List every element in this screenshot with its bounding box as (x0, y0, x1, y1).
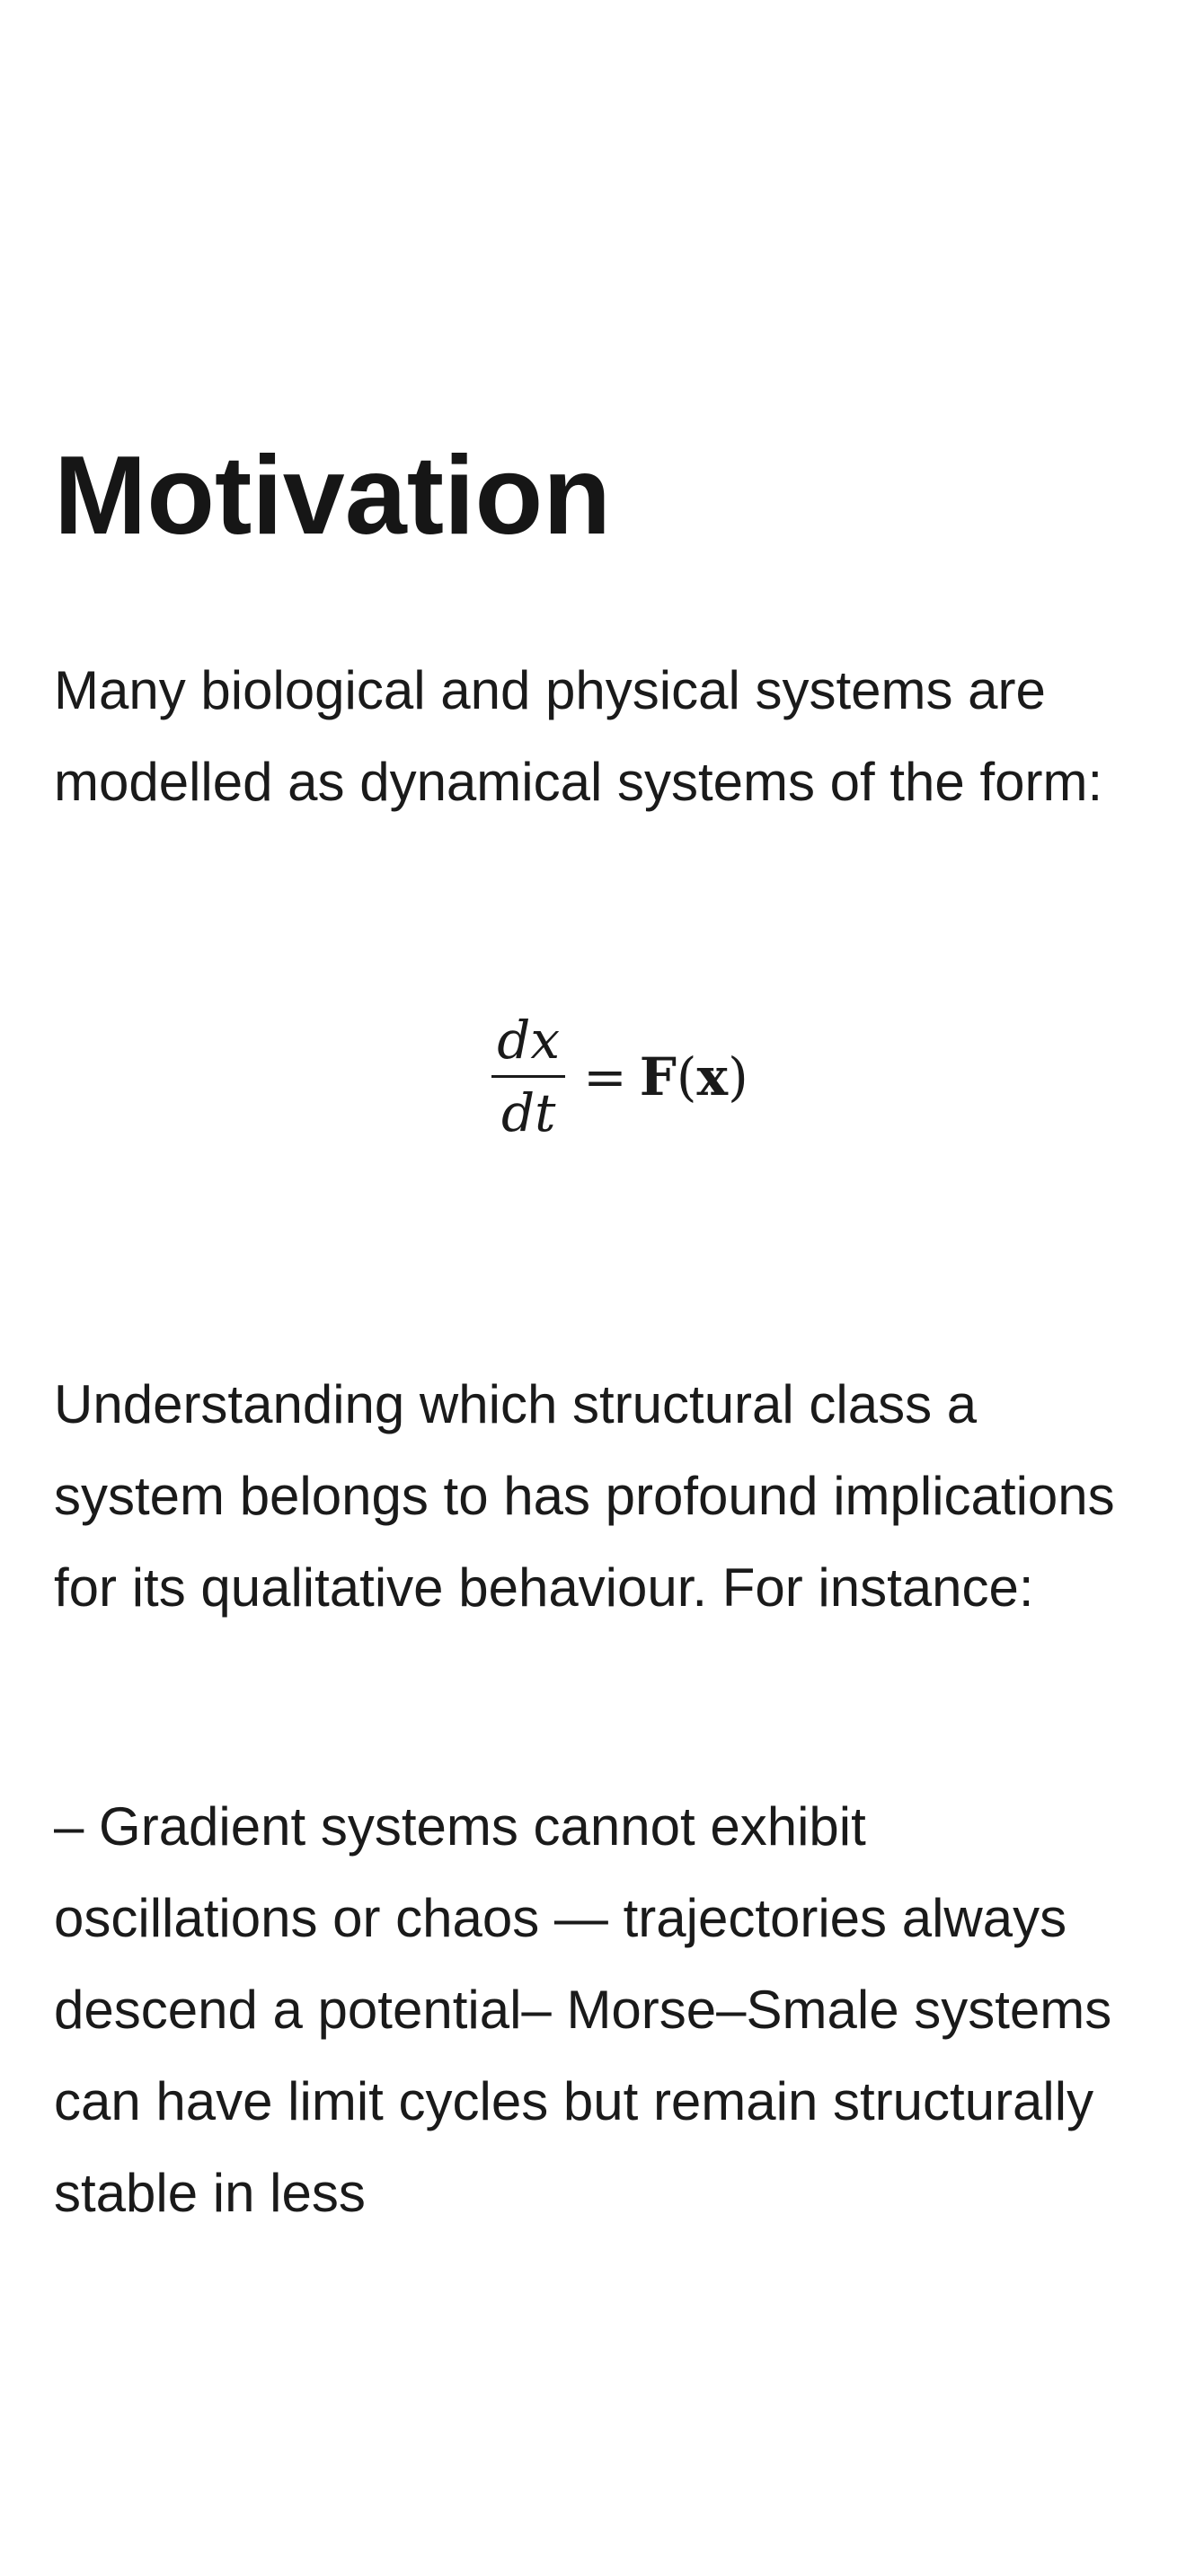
ode-equation (54, 1010, 1132, 1142)
equals-sign: = (583, 1045, 627, 1107)
function-symbol: F (639, 1045, 677, 1107)
intro-paragraph: Many biological and physical systems are modelled as dynamical systems of the form: (54, 660, 1103, 812)
examples-paragraph: – Gradient systems cannot exhibit oscillations or chaos — trajectories always descend a potential– Morse–Smale systems can have limit cycles but remain structurally stable in less (54, 1796, 1112, 2223)
open-paren: ( (676, 1045, 697, 1107)
derivative-fraction (491, 1010, 565, 1142)
fraction-bar (491, 1075, 565, 1078)
page-title: Motivation (54, 434, 611, 558)
fraction-numerator: dx (497, 1010, 561, 1071)
equation-body (491, 1010, 748, 1142)
close-paren: ) (728, 1045, 748, 1107)
structural-class-paragraph: Understanding which structural class a system belongs to has profound implications for its qualitative behaviour. For instance: (54, 1374, 1115, 1618)
fraction-denominator: dt (500, 1082, 556, 1143)
equation-rhs (578, 1046, 748, 1107)
function-argument: x (696, 1045, 729, 1107)
